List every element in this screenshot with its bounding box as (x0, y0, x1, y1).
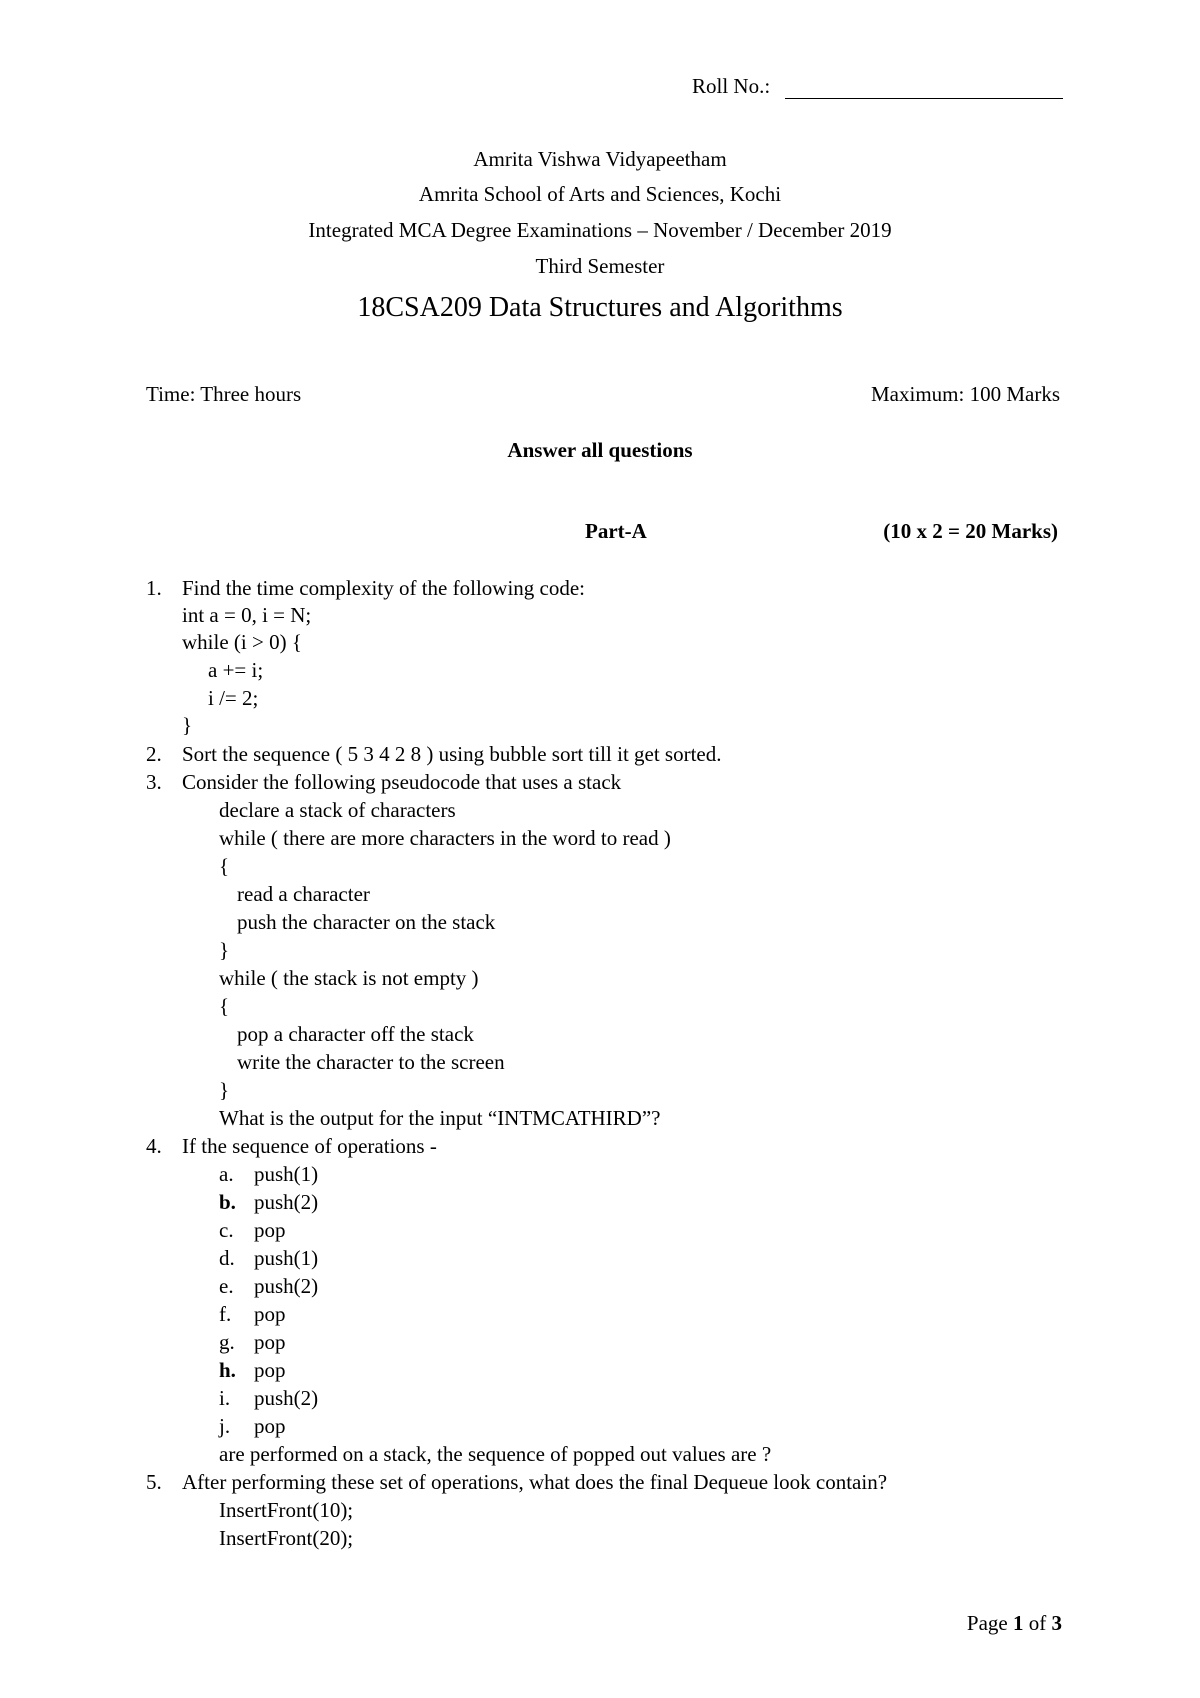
code-line: a += i; (208, 658, 264, 682)
item-letter: e. (219, 1274, 234, 1298)
item-letter: c. (219, 1218, 234, 1242)
question-text: If the sequence of operations - (182, 1134, 437, 1158)
question-text: Sort the sequence ( 5 3 4 2 8 ) using bubble sort till it get sorted. (182, 742, 722, 766)
part-title: Part-A (585, 519, 647, 543)
exam-time: Time: Three hours (146, 382, 302, 406)
total-pages: 3 (1051, 1611, 1062, 1635)
code-line: InsertFront(20); (219, 1526, 354, 1550)
instructions: Answer all questions (507, 438, 693, 462)
code-line: while ( the stack is not empty ) (219, 966, 479, 990)
item-letter: h. (219, 1358, 236, 1382)
question-closing: are performed on a stack, the sequence of popped out values are ? (219, 1442, 772, 1466)
operation: pop (254, 1358, 286, 1382)
operation: push(1) (254, 1246, 319, 1270)
code-line: read a character (237, 882, 370, 906)
code-line: } (182, 713, 193, 737)
code-line: { (219, 994, 230, 1018)
code-line: } (219, 1078, 230, 1102)
code-line: write the character to the screen (237, 1050, 505, 1074)
item-letter: g. (219, 1330, 235, 1354)
school-name: Amrita School of Arts and Sciences, Kochi (418, 182, 782, 206)
code-line: i /= 2; (208, 686, 259, 710)
code-line: while (i > 0) { (182, 630, 302, 654)
semester: Third Semester (535, 254, 665, 278)
code-line: pop a character off the stack (237, 1022, 474, 1046)
part-marks: (10 x 2 = 20 Marks) (883, 519, 1058, 543)
question-text: Consider the following pseudocode that uses a stack (182, 770, 622, 794)
code-line: declare a stack of characters (219, 798, 456, 822)
question-number: 3. (146, 770, 162, 794)
item-letter: b. (219, 1190, 236, 1214)
code-line: int a = 0, i = N; (182, 603, 312, 627)
code-line: push the character on the stack (237, 910, 496, 934)
of-word: of (1028, 1611, 1047, 1635)
current-page: 1 (1013, 1611, 1024, 1635)
roll-no-underline (785, 98, 1063, 99)
item-letter: a. (219, 1162, 234, 1186)
roll-no-label: Roll No.: (692, 74, 771, 98)
item-letter: f. (219, 1302, 232, 1326)
code-line: InsertFront(10); (219, 1498, 354, 1522)
code-line: } (219, 938, 230, 962)
page-number (967, 1613, 1062, 1634)
exam-title: Integrated MCA Degree Examinations – November / December 2019 (308, 218, 892, 242)
course-title: 18CSA209 Data Structures and Algorithms (357, 292, 843, 323)
item-letter: i. (219, 1386, 231, 1410)
page-word: Page (966, 1611, 1008, 1635)
operation: pop (254, 1218, 286, 1242)
question-text: Find the time complexity of the following code: (182, 576, 586, 600)
question-number: 2. (146, 742, 162, 766)
operation: push(2) (254, 1386, 319, 1410)
operation: pop (254, 1414, 286, 1438)
operation: push(1) (254, 1162, 319, 1186)
question-number: 1. (146, 576, 162, 600)
question-number: 5. (146, 1470, 162, 1494)
item-letter: d. (219, 1246, 235, 1270)
operation: pop (254, 1302, 286, 1326)
code-line: What is the output for the input “INTMCATHIRD”? (219, 1106, 661, 1130)
code-line: { (219, 854, 230, 878)
operation: pop (254, 1330, 286, 1354)
operation: push(2) (254, 1190, 319, 1214)
operation: push(2) (254, 1274, 319, 1298)
maximum-marks: Maximum: 100 Marks (871, 382, 1060, 406)
code-line: while ( there are more characters in the word to read ) (219, 826, 671, 850)
question-number: 4. (146, 1134, 162, 1158)
university-name: Amrita Vishwa Vidyapeetham (473, 147, 727, 171)
item-letter: j. (219, 1414, 231, 1438)
question-text: After performing these set of operations, what does the final Dequeue look contain? (182, 1470, 888, 1494)
